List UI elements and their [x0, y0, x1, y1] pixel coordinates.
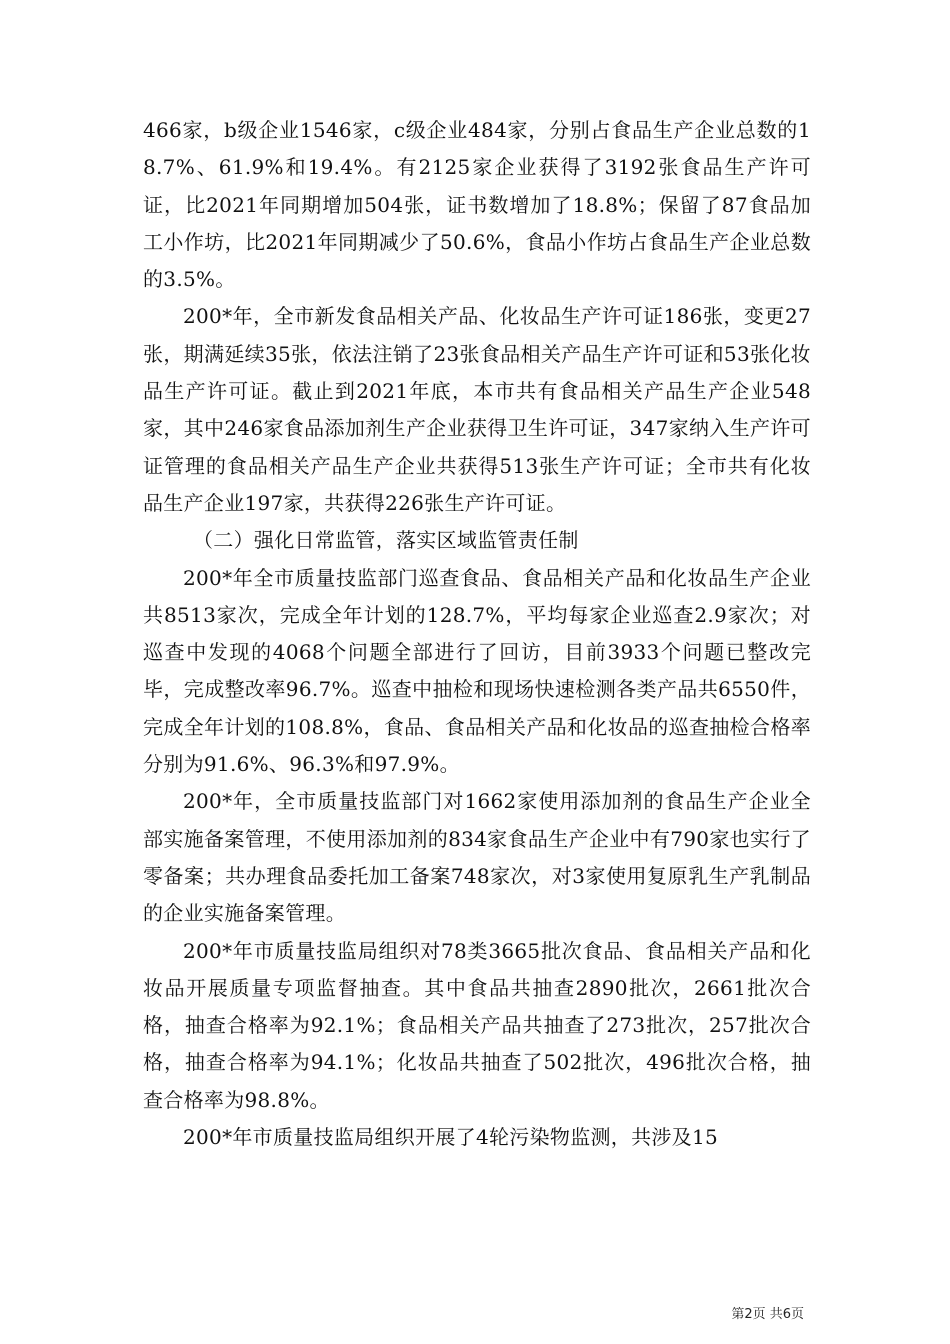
paragraph-related-products-licenses: 200*年，全市新发食品相关产品、化妆品生产许可证186张，变更27张，期满延续35张，依法注销了23张食品相关产品生产许可证和53张化妆品生产许可证。截止到2021年底，本市共有食品相关产品生产企业548家，其中246家食品添加剂生产企业获得卫生许可证，347家纳入生产许可证管理的食品相关产品生产企业共获得513张生产许可证；全市共有化妆品生产企业197家，共获得226张生产许可证。 — [143, 304, 811, 515]
paragraph-inspection-results: 200*年全市质量技监部门巡查食品、食品相关产品和化妆品生产企业共8513家次，完成全年计划的128.7%，平均每家企业巡查2.9家次；对巡查中发现的4068个问题全部进行了回访，目前3933个问题已整改完毕，完成整改率96.7%。巡查中抽检和现场快速检测各类产品共6550件，完成全年计划的108.8%，食品、食品相关产品和化妆品的巡查抽检合格率分别为91.6%、96.3%和97.9%。 — [143, 565, 811, 777]
section-heading-daily-supervision: （二）强化日常监管，落实区域监管责任制 — [193, 528, 579, 553]
paragraph-pollutant-monitoring: 200*年市质量技监局组织开展了4轮污染物监测，共涉及15 — [183, 1125, 719, 1150]
paragraph-spot-checks: 200*年市质量技监局组织对78类3665批次食品、食品相关产品和化妆品开展质量专项监督抽查。其中食品共抽查2890批次，2661批次合格，抽查合格率为92.1%；食品相关产品共抽查了273批次，257批次合格，抽查合格率为94.1%；化妆品共抽查了502批次，496批次合格，抽查合格率为98.8%。 — [143, 938, 811, 1112]
page-number-footer: 第2页 共6页 — [731, 1307, 804, 1322]
paragraph-enterprise-levels: 466家，b级企业1546家，c级企业484家，分别占食品生产企业总数的18.7%、61.9%和19.4%。有2125家企业获得了3192张食品生产许可证，比2021年同期增加504张，证书数增加了18.8%；保留了87食品加工小作坊，比2021年同期减少了50.6%，食品小作坊占食品生产企业总数的3.5%。 — [143, 118, 811, 292]
paragraph-additive-filing: 200*年，全市质量技监部门对1662家使用添加剂的食品生产企业全部实施备案管理，不使用添加剂的834家食品生产企业中有790家也实行了零备案；共办理食品委托加工备案748家次，对3家使用复原乳生产乳制品的企业实施备案管理。 — [143, 789, 811, 926]
document-body — [143, 112, 811, 1156]
